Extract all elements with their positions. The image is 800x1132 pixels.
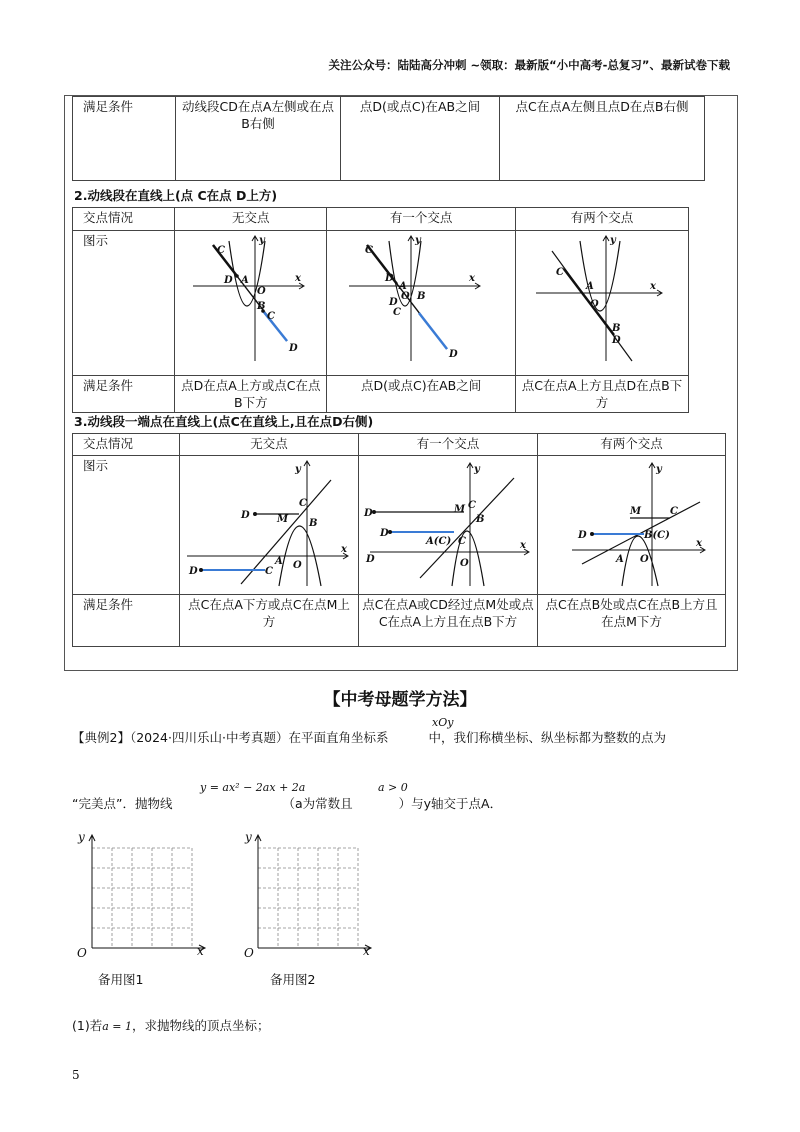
condition-cell: 点D(或点C)在AB之间 bbox=[341, 97, 500, 181]
header-cell: 无交点 bbox=[175, 208, 327, 231]
svg-text:x: x bbox=[695, 538, 702, 549]
figure-one-intersection-2 bbox=[360, 456, 536, 590]
svg-text:D: D bbox=[389, 297, 398, 308]
svg-text:O: O bbox=[401, 291, 410, 302]
question-1-equation: a = 1 bbox=[102, 1020, 132, 1033]
svg-text:A(C): A(C) bbox=[426, 536, 452, 547]
header-cell: 有一个交点 bbox=[327, 208, 516, 231]
svg-text:y: y bbox=[655, 464, 662, 475]
condition-cell: 点D在点A上方或点C在点B下方 bbox=[175, 376, 327, 413]
table-2 bbox=[72, 207, 689, 413]
svg-text:O: O bbox=[590, 299, 599, 310]
spare-grid-2 bbox=[238, 828, 378, 968]
svg-text:B: B bbox=[612, 323, 621, 334]
svg-text:x: x bbox=[469, 273, 476, 284]
header-cell: 交点情况 bbox=[73, 434, 180, 456]
question-1-text: ，求抛物线的顶点坐标； bbox=[132, 1018, 270, 1033]
header-cell: 无交点 bbox=[180, 434, 359, 456]
header-cell: 有一个交点 bbox=[359, 434, 538, 456]
svg-text:M: M bbox=[277, 514, 289, 525]
condition-cell: 点C在点B处或点C在点B上方且在点M下方 bbox=[538, 595, 726, 647]
svg-text:B: B bbox=[309, 518, 318, 529]
condition-label: 满足条件 bbox=[73, 595, 180, 647]
grid-caption-2: 备用图2 bbox=[270, 972, 316, 987]
figure-cell bbox=[175, 231, 327, 376]
svg-text:C: C bbox=[468, 500, 476, 511]
svg-text:A: A bbox=[586, 281, 594, 292]
x-axis-label: x bbox=[197, 944, 204, 958]
svg-text:M: M bbox=[454, 504, 466, 515]
problem-line-1 bbox=[72, 728, 666, 746]
svg-text:A: A bbox=[399, 281, 407, 292]
figure-no-intersection-2 bbox=[181, 456, 357, 590]
svg-text:y: y bbox=[258, 235, 265, 246]
figure-one-intersection bbox=[329, 231, 513, 371]
figure-two-intersections bbox=[516, 231, 688, 371]
svg-text:D: D bbox=[385, 273, 394, 284]
a-condition: a > 0 bbox=[378, 781, 408, 794]
question-1 bbox=[72, 1016, 270, 1034]
problem-line-2 bbox=[72, 794, 502, 812]
svg-text:A: A bbox=[240, 275, 249, 286]
spare-grid-1 bbox=[70, 828, 210, 968]
page-header: 关注公众号：陆陆高分冲刺 ~领取：最新版“小中高考-总复习”、最新试卷下载 bbox=[328, 58, 730, 72]
y-axis-label: y bbox=[78, 830, 85, 844]
figure-cell bbox=[327, 231, 516, 376]
svg-text:y: y bbox=[474, 464, 480, 475]
svg-text:y: y bbox=[610, 235, 616, 246]
condition-label: 满足条件 bbox=[73, 376, 175, 413]
y-axis-label: y bbox=[245, 830, 252, 844]
svg-text:D: D bbox=[366, 554, 375, 565]
svg-text:O: O bbox=[293, 560, 302, 571]
figure-label: 图示 bbox=[73, 456, 180, 595]
svg-text:x: x bbox=[294, 273, 301, 284]
figure-cell bbox=[516, 231, 689, 376]
coord-system: xOy bbox=[432, 716, 454, 729]
svg-text:C: C bbox=[266, 311, 275, 322]
header-cell: 有两个交点 bbox=[538, 434, 726, 456]
svg-text:C: C bbox=[216, 245, 225, 256]
svg-text:C: C bbox=[365, 245, 374, 256]
condition-cell: 点D(或点C)在AB之间 bbox=[327, 376, 516, 413]
svg-text:B: B bbox=[256, 301, 266, 312]
figure-cell bbox=[180, 456, 359, 595]
condition-label: 满足条件 bbox=[73, 97, 176, 181]
section-3-heading: 3.动线段一端点在直线上(点C在直线上,且在点D右侧) bbox=[74, 414, 374, 429]
problem-text: ）与y轴交于点A． bbox=[398, 796, 503, 811]
header-cell: 交点情况 bbox=[73, 208, 175, 231]
x-axis-label: x bbox=[363, 944, 370, 958]
table-1 bbox=[72, 96, 705, 181]
figure-no-intersection bbox=[177, 231, 325, 371]
condition-cell: 点C在点A下方或点C在点M上方 bbox=[180, 595, 359, 647]
origin-label: O bbox=[77, 946, 87, 960]
problem-text: （a为常数且 bbox=[282, 796, 353, 811]
svg-text:D: D bbox=[189, 566, 198, 577]
svg-text:D: D bbox=[364, 508, 373, 519]
page-number: 5 bbox=[72, 1068, 80, 1082]
svg-text:C: C bbox=[556, 267, 564, 278]
figure-label: 图示 bbox=[73, 231, 175, 376]
header-cell: 有两个交点 bbox=[516, 208, 689, 231]
svg-text:D: D bbox=[223, 275, 233, 286]
svg-text:C: C bbox=[265, 566, 273, 577]
svg-text:O: O bbox=[639, 554, 649, 565]
figure-cell bbox=[538, 456, 726, 595]
condition-cell: 点C在点A或CD经过点M处或点C在点A上方且在点B下方 bbox=[359, 595, 538, 647]
condition-cell: 点C在点A上方且点D在点B下方 bbox=[516, 376, 689, 413]
svg-text:D: D bbox=[241, 510, 250, 521]
condition-cell: 点C在点A左侧且点D在点B右侧 bbox=[500, 97, 705, 181]
question-1-prefix: (1)若 bbox=[72, 1018, 103, 1033]
section-title: 【中考母题学方法】 bbox=[323, 690, 477, 710]
origin-label: O bbox=[244, 946, 254, 960]
svg-text:O: O bbox=[256, 286, 266, 297]
svg-text:x: x bbox=[520, 540, 526, 551]
svg-text:M: M bbox=[629, 506, 641, 517]
svg-text:x: x bbox=[341, 544, 347, 555]
svg-text:C: C bbox=[299, 498, 307, 509]
section-2-heading: 2.动线段在直线上(点 C在点 D上方) bbox=[74, 188, 278, 203]
svg-text:y: y bbox=[415, 235, 421, 246]
svg-text:A: A bbox=[275, 556, 283, 567]
svg-text:C: C bbox=[458, 536, 466, 547]
problem-text: “完美点”．抛物线 bbox=[72, 796, 173, 811]
svg-text:x: x bbox=[650, 281, 656, 292]
condition-cell: 动线段CD在点A左侧或在点B右侧 bbox=[176, 97, 341, 181]
table-3 bbox=[72, 433, 726, 647]
problem-intro-cont: 中，我们称横坐标、纵坐标都为整数的点为 bbox=[428, 730, 666, 745]
svg-text:D: D bbox=[380, 528, 389, 539]
svg-text:O: O bbox=[460, 558, 469, 569]
svg-text:D: D bbox=[449, 349, 458, 360]
svg-text:D: D bbox=[612, 335, 621, 346]
svg-text:B: B bbox=[417, 291, 426, 302]
svg-text:y: y bbox=[295, 464, 301, 475]
svg-text:C: C bbox=[669, 506, 678, 517]
svg-text:D: D bbox=[577, 530, 587, 541]
svg-text:A: A bbox=[615, 554, 624, 565]
problem-intro: 【典例2】（2024·四川乐山·中考真题）在平面直角坐标系 bbox=[72, 730, 389, 745]
svg-text:C: C bbox=[393, 307, 402, 318]
svg-text:B: B bbox=[476, 514, 485, 525]
grid-caption-1: 备用图1 bbox=[98, 972, 144, 987]
svg-text:B(C): B(C) bbox=[643, 530, 670, 541]
figure-two-intersections-2 bbox=[552, 456, 712, 590]
parabola-equation: y = ax² − 2ax + 2a bbox=[200, 781, 306, 794]
figure-cell bbox=[359, 456, 538, 595]
svg-text:D: D bbox=[288, 343, 298, 354]
